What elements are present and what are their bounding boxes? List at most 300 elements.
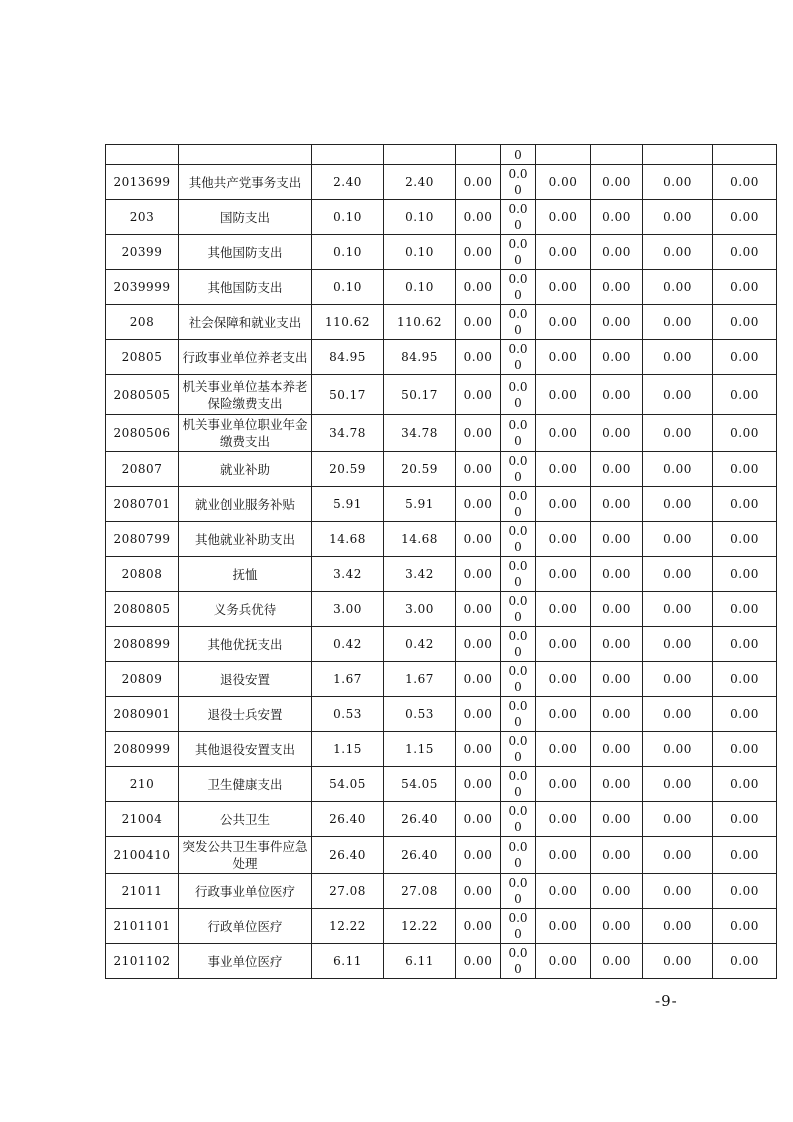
value-cell: 0.00	[713, 487, 777, 522]
value-cell: 0.00	[713, 944, 777, 979]
value-cell: 0.00	[713, 662, 777, 697]
split-value-cell	[501, 487, 536, 522]
split-value-bottom: 0	[514, 892, 522, 906]
value-cell: 0.00	[591, 732, 643, 767]
value-cell: 0.00	[643, 697, 713, 732]
value-cell: 0.00	[536, 487, 591, 522]
code-cell: 2100410	[106, 837, 179, 874]
name-cell: 其他国防支出	[179, 235, 312, 270]
value-cell: 20.59	[384, 452, 456, 487]
value-cell: 14.68	[384, 522, 456, 557]
split-value-cell	[501, 200, 536, 235]
split-value-bottom: 0	[514, 540, 522, 554]
value-cell: 0.00	[591, 697, 643, 732]
value-cell: 0.00	[643, 375, 713, 415]
split-value-top: 0.0	[508, 237, 528, 251]
split-value-bottom: 0	[514, 645, 522, 659]
name-cell: 其他退役安置支出	[179, 732, 312, 767]
name-cell: 公共卫生	[179, 802, 312, 837]
split-value-top: 0.0	[508, 629, 528, 643]
value-cell: 0.00	[643, 305, 713, 340]
split-value-top: 0.0	[508, 664, 528, 678]
value-cell: 54.05	[384, 767, 456, 802]
code-cell: 210	[106, 767, 179, 802]
value-cell: 2.40	[312, 165, 384, 200]
split-value-cell	[501, 697, 536, 732]
name-cell: 其他共产党事务支出	[179, 165, 312, 200]
split-value-cell	[501, 627, 536, 662]
code-cell: 2080799	[106, 522, 179, 557]
table-row	[106, 200, 777, 235]
value-cell: 0.00	[713, 235, 777, 270]
value-cell: 0.00	[456, 837, 501, 874]
table-row	[106, 837, 777, 874]
value-cell: 12.22	[312, 909, 384, 944]
value-cell: 0.00	[591, 874, 643, 909]
split-value-cell	[501, 732, 536, 767]
value-cell: 0.00	[456, 767, 501, 802]
value-cell: 0.00	[643, 874, 713, 909]
table-row	[106, 662, 777, 697]
table-row	[106, 415, 777, 452]
value-cell: 0.00	[591, 767, 643, 802]
value-cell: 54.05	[312, 767, 384, 802]
split-value-top: 0.0	[508, 734, 528, 748]
split-value-top: 0.0	[508, 418, 528, 432]
split-value-top: 0.0	[508, 202, 528, 216]
value-cell: 0.00	[643, 522, 713, 557]
value-cell: 3.42	[384, 557, 456, 592]
table-row	[106, 592, 777, 627]
value-cell: 0.00	[643, 732, 713, 767]
value-cell: 0.00	[456, 415, 501, 452]
split-value-cell	[501, 522, 536, 557]
value-cell: 0.00	[643, 340, 713, 375]
table-row	[106, 767, 777, 802]
table-row	[106, 802, 777, 837]
value-cell: 0.00	[643, 662, 713, 697]
value-cell: 0.00	[643, 592, 713, 627]
value-cell: 0.00	[591, 375, 643, 415]
value-cell: 0.00	[591, 522, 643, 557]
value-cell: 1.15	[384, 732, 456, 767]
split-value-top: 0.0	[508, 489, 528, 503]
value-cell: 0.00	[591, 415, 643, 452]
value-cell: 0.42	[312, 627, 384, 662]
name-cell: 就业补助	[179, 452, 312, 487]
split-value-bottom: 0	[514, 358, 522, 372]
value-cell: 0.00	[591, 235, 643, 270]
split-value-top: 0.0	[508, 804, 528, 818]
value-cell	[312, 145, 384, 165]
value-cell: 0.00	[643, 270, 713, 305]
value-cell: 0.00	[713, 452, 777, 487]
value-cell: 0.00	[456, 452, 501, 487]
code-cell: 2080506	[106, 415, 179, 452]
value-cell: 0.00	[713, 592, 777, 627]
value-cell: 0.00	[713, 802, 777, 837]
value-cell: 0.00	[456, 235, 501, 270]
value-cell: 0.00	[591, 627, 643, 662]
name-cell: 行政单位医疗	[179, 909, 312, 944]
value-cell: 110.62	[384, 305, 456, 340]
value-cell: 0.10	[312, 270, 384, 305]
value-cell: 50.17	[312, 375, 384, 415]
value-cell: 0.00	[456, 909, 501, 944]
table-row	[106, 732, 777, 767]
value-cell: 84.95	[384, 340, 456, 375]
value-cell: 0.00	[591, 305, 643, 340]
split-value-top: 0.0	[508, 876, 528, 890]
value-cell: 12.22	[384, 909, 456, 944]
value-cell: 1.15	[312, 732, 384, 767]
name-cell: 退役士兵安置	[179, 697, 312, 732]
value-cell: 0.00	[591, 802, 643, 837]
value-cell: 0.00	[536, 165, 591, 200]
split-value-bottom: 0	[514, 218, 522, 232]
value-cell: 5.91	[312, 487, 384, 522]
value-cell: 6.11	[384, 944, 456, 979]
split-value-top: 0.0	[508, 769, 528, 783]
value-cell: 0.00	[456, 697, 501, 732]
value-cell: 0.00	[643, 802, 713, 837]
name-cell: 突发公共卫生事件应急处理	[179, 837, 312, 874]
value-cell	[591, 145, 643, 165]
value-cell: 0.00	[591, 909, 643, 944]
table-row	[106, 909, 777, 944]
split-value-top: 0.0	[508, 379, 528, 394]
value-cell: 26.40	[312, 802, 384, 837]
value-cell: 5.91	[384, 487, 456, 522]
split-value-cell	[501, 662, 536, 697]
value-cell: 0.00	[713, 557, 777, 592]
split-value-cell	[501, 767, 536, 802]
value-cell: 0.00	[591, 487, 643, 522]
split-value-cell	[501, 305, 536, 340]
value-cell: 34.78	[384, 415, 456, 452]
table-row	[106, 340, 777, 375]
code-cell: 2101101	[106, 909, 179, 944]
split-value-top: 0.0	[508, 559, 528, 573]
value-cell: 0.00	[536, 837, 591, 874]
split-value-top: 0.0	[508, 946, 528, 960]
name-cell: 机关事业单位基本养老保险缴费支出	[179, 375, 312, 415]
name-cell: 卫生健康支出	[179, 767, 312, 802]
code-cell: 2080999	[106, 732, 179, 767]
value-cell: 0.00	[713, 767, 777, 802]
value-cell: 0.00	[536, 305, 591, 340]
split-value-cell	[501, 235, 536, 270]
code-cell: 20808	[106, 557, 179, 592]
value-cell: 0.00	[643, 909, 713, 944]
split-value-cell	[501, 837, 536, 874]
value-cell: 0.00	[536, 874, 591, 909]
split-value-bottom: 0	[514, 610, 522, 624]
split-value-bottom: 0	[514, 288, 522, 302]
value-cell: 0.00	[713, 874, 777, 909]
table-row	[106, 235, 777, 270]
value-cell: 0.53	[312, 697, 384, 732]
code-cell: 20805	[106, 340, 179, 375]
split-value-top: 0.0	[508, 307, 528, 321]
value-cell: 0.00	[643, 767, 713, 802]
name-cell: 社会保障和就业支出	[179, 305, 312, 340]
table-row	[106, 522, 777, 557]
split-value-bottom: 0	[514, 856, 522, 870]
value-cell: 0.00	[456, 802, 501, 837]
split-value-cell	[501, 340, 536, 375]
value-cell: 3.00	[312, 592, 384, 627]
value-cell: 0.00	[713, 909, 777, 944]
split-value-bottom: 0	[514, 962, 522, 976]
split-value-top: 0.0	[508, 272, 528, 286]
value-cell: 3.42	[312, 557, 384, 592]
split-value-cell	[501, 802, 536, 837]
value-cell: 0.00	[536, 415, 591, 452]
value-cell: 26.40	[312, 837, 384, 874]
value-cell: 0.00	[456, 200, 501, 235]
value-cell: 1.67	[384, 662, 456, 697]
split-value-top: 0.0	[508, 594, 528, 608]
name-cell: 就业创业服务补贴	[179, 487, 312, 522]
split-value-cell	[501, 415, 536, 452]
split-value-bottom: 0	[514, 505, 522, 519]
value-cell: 0.00	[536, 767, 591, 802]
code-cell: 2013699	[106, 165, 179, 200]
code-cell: 2080901	[106, 697, 179, 732]
name-cell: 机关事业单位职业年金缴费支出	[179, 415, 312, 452]
code-cell	[106, 145, 179, 165]
value-cell	[643, 145, 713, 165]
split-value-bottom: 0	[514, 253, 522, 267]
value-cell: 0.00	[536, 592, 591, 627]
name-cell: 事业单位医疗	[179, 944, 312, 979]
value-cell: 50.17	[384, 375, 456, 415]
name-cell: 抚恤	[179, 557, 312, 592]
code-cell: 2080505	[106, 375, 179, 415]
value-cell: 0.00	[536, 340, 591, 375]
table-row	[106, 487, 777, 522]
value-cell: 0.00	[456, 874, 501, 909]
code-cell: 2080899	[106, 627, 179, 662]
value-cell: 0.00	[643, 200, 713, 235]
value-cell: 0.00	[713, 837, 777, 874]
value-cell: 0.00	[536, 944, 591, 979]
code-cell: 2039999	[106, 270, 179, 305]
value-cell: 0.00	[713, 270, 777, 305]
value-cell: 0.00	[643, 837, 713, 874]
name-cell: 国防支出	[179, 200, 312, 235]
split-value-bottom: 0	[514, 750, 522, 764]
page-number: -9-	[655, 992, 678, 1010]
split-value-bottom: 0	[514, 395, 522, 410]
value-cell: 34.78	[312, 415, 384, 452]
value-cell: 0.00	[643, 557, 713, 592]
code-cell: 21004	[106, 802, 179, 837]
value-cell: 0.53	[384, 697, 456, 732]
value-cell: 14.68	[312, 522, 384, 557]
value-cell	[384, 145, 456, 165]
value-cell: 0.00	[536, 909, 591, 944]
table-row	[106, 874, 777, 909]
split-value-cell	[501, 165, 536, 200]
value-cell: 0.00	[456, 305, 501, 340]
name-cell: 义务兵优待	[179, 592, 312, 627]
table-row-continuation	[106, 145, 777, 165]
value-cell: 0.00	[643, 487, 713, 522]
value-cell: 0.00	[591, 662, 643, 697]
value-cell: 27.08	[312, 874, 384, 909]
table-row	[106, 375, 777, 415]
value-cell: 0.00	[713, 732, 777, 767]
value-cell: 0.00	[536, 375, 591, 415]
table-row	[106, 557, 777, 592]
split-value-bottom: 0	[514, 680, 522, 694]
table-row	[106, 697, 777, 732]
value-cell: 0.00	[456, 340, 501, 375]
split-value-bottom: 0	[514, 715, 522, 729]
name-cell: 其他优抚支出	[179, 627, 312, 662]
value-cell: 26.40	[384, 802, 456, 837]
name-cell: 行政事业单位养老支出	[179, 340, 312, 375]
code-cell: 203	[106, 200, 179, 235]
split-value-cell	[501, 592, 536, 627]
value-cell: 0.00	[456, 627, 501, 662]
value-cell: 3.00	[384, 592, 456, 627]
split-value-bottom: 0	[514, 785, 522, 799]
split-value-bottom: 0	[514, 820, 522, 834]
value-cell: 2.40	[384, 165, 456, 200]
value-cell: 0.00	[456, 944, 501, 979]
code-cell: 2101102	[106, 944, 179, 979]
split-value-top: 0.0	[508, 524, 528, 538]
value-cell: 0.00	[456, 270, 501, 305]
value-cell: 0.00	[536, 802, 591, 837]
name-cell	[179, 145, 312, 165]
value-cell: 0.10	[312, 235, 384, 270]
value-cell: 0.00	[713, 165, 777, 200]
value-cell: 0.00	[591, 944, 643, 979]
value-cell: 0.00	[713, 627, 777, 662]
value-cell: 0.00	[536, 235, 591, 270]
split-value-top: 0.0	[508, 167, 528, 181]
table-row	[106, 165, 777, 200]
value-cell: 0.00	[536, 522, 591, 557]
split-value-top: 0.0	[508, 342, 528, 356]
value-cell: 0.00	[591, 270, 643, 305]
value-cell: 0.10	[384, 235, 456, 270]
value-cell: 0.00	[643, 944, 713, 979]
table-row	[106, 305, 777, 340]
value-cell: 0.00	[456, 165, 501, 200]
code-cell: 2080805	[106, 592, 179, 627]
value-cell	[456, 145, 501, 165]
code-cell: 21011	[106, 874, 179, 909]
code-cell: 20809	[106, 662, 179, 697]
split-value-bottom: 0	[514, 927, 522, 941]
value-cell: 20.59	[312, 452, 384, 487]
value-cell: 0.00	[456, 522, 501, 557]
split-value-cell	[501, 452, 536, 487]
value-cell: 0.00	[456, 732, 501, 767]
split-value-bottom: 0	[514, 434, 522, 448]
value-cell: 0.10	[384, 200, 456, 235]
split-value-bottom: 0	[514, 183, 522, 197]
value-cell: 26.40	[384, 837, 456, 874]
value-cell	[713, 145, 777, 165]
name-cell: 其他就业补助支出	[179, 522, 312, 557]
value-cell: 0.00	[536, 452, 591, 487]
value-cell: 0.00	[536, 662, 591, 697]
split-value-cell: 0	[501, 145, 536, 165]
table-row	[106, 452, 777, 487]
value-cell: 0.00	[536, 200, 591, 235]
code-cell: 20399	[106, 235, 179, 270]
value-cell: 0.00	[591, 592, 643, 627]
value-cell: 0.00	[591, 340, 643, 375]
value-cell: 0.00	[591, 837, 643, 874]
value-cell: 0.00	[591, 200, 643, 235]
split-value-cell	[501, 944, 536, 979]
value-cell: 6.11	[312, 944, 384, 979]
code-cell: 20807	[106, 452, 179, 487]
value-cell: 0.00	[643, 165, 713, 200]
value-cell: 110.62	[312, 305, 384, 340]
value-cell: 1.67	[312, 662, 384, 697]
code-cell: 208	[106, 305, 179, 340]
table-row	[106, 944, 777, 979]
split-value-bottom: 0	[514, 470, 522, 484]
value-cell: 0.00	[456, 592, 501, 627]
split-value-bottom: 0	[514, 323, 522, 337]
value-cell: 0.00	[536, 557, 591, 592]
split-value-cell	[501, 909, 536, 944]
value-cell: 0.42	[384, 627, 456, 662]
split-value-top: 0.0	[508, 454, 528, 468]
value-cell: 0.00	[713, 375, 777, 415]
split-value-cell	[501, 874, 536, 909]
value-cell: 27.08	[384, 874, 456, 909]
value-cell: 84.95	[312, 340, 384, 375]
value-cell: 0.00	[713, 415, 777, 452]
value-cell: 0.00	[643, 627, 713, 662]
value-cell: 0.00	[456, 662, 501, 697]
value-cell: 0.00	[643, 415, 713, 452]
value-cell: 0.00	[536, 697, 591, 732]
value-cell: 0.00	[643, 235, 713, 270]
name-cell: 退役安置	[179, 662, 312, 697]
split-value-cell	[501, 557, 536, 592]
value-cell: 0.00	[536, 627, 591, 662]
table-row	[106, 270, 777, 305]
value-cell: 0.10	[312, 200, 384, 235]
name-cell: 其他国防支出	[179, 270, 312, 305]
split-value-top: 0.0	[508, 840, 528, 854]
value-cell: 0.00	[536, 270, 591, 305]
split-value-cell	[501, 270, 536, 305]
name-cell: 行政事业单位医疗	[179, 874, 312, 909]
value-cell: 0.00	[713, 697, 777, 732]
value-cell: 0.00	[591, 165, 643, 200]
value-cell: 0.00	[456, 557, 501, 592]
value-cell: 0.00	[643, 452, 713, 487]
value-cell: 0.00	[591, 557, 643, 592]
value-cell: 0.10	[384, 270, 456, 305]
code-cell: 2080701	[106, 487, 179, 522]
table-row	[106, 627, 777, 662]
value-cell: 0.00	[591, 452, 643, 487]
value-cell: 0.00	[713, 200, 777, 235]
